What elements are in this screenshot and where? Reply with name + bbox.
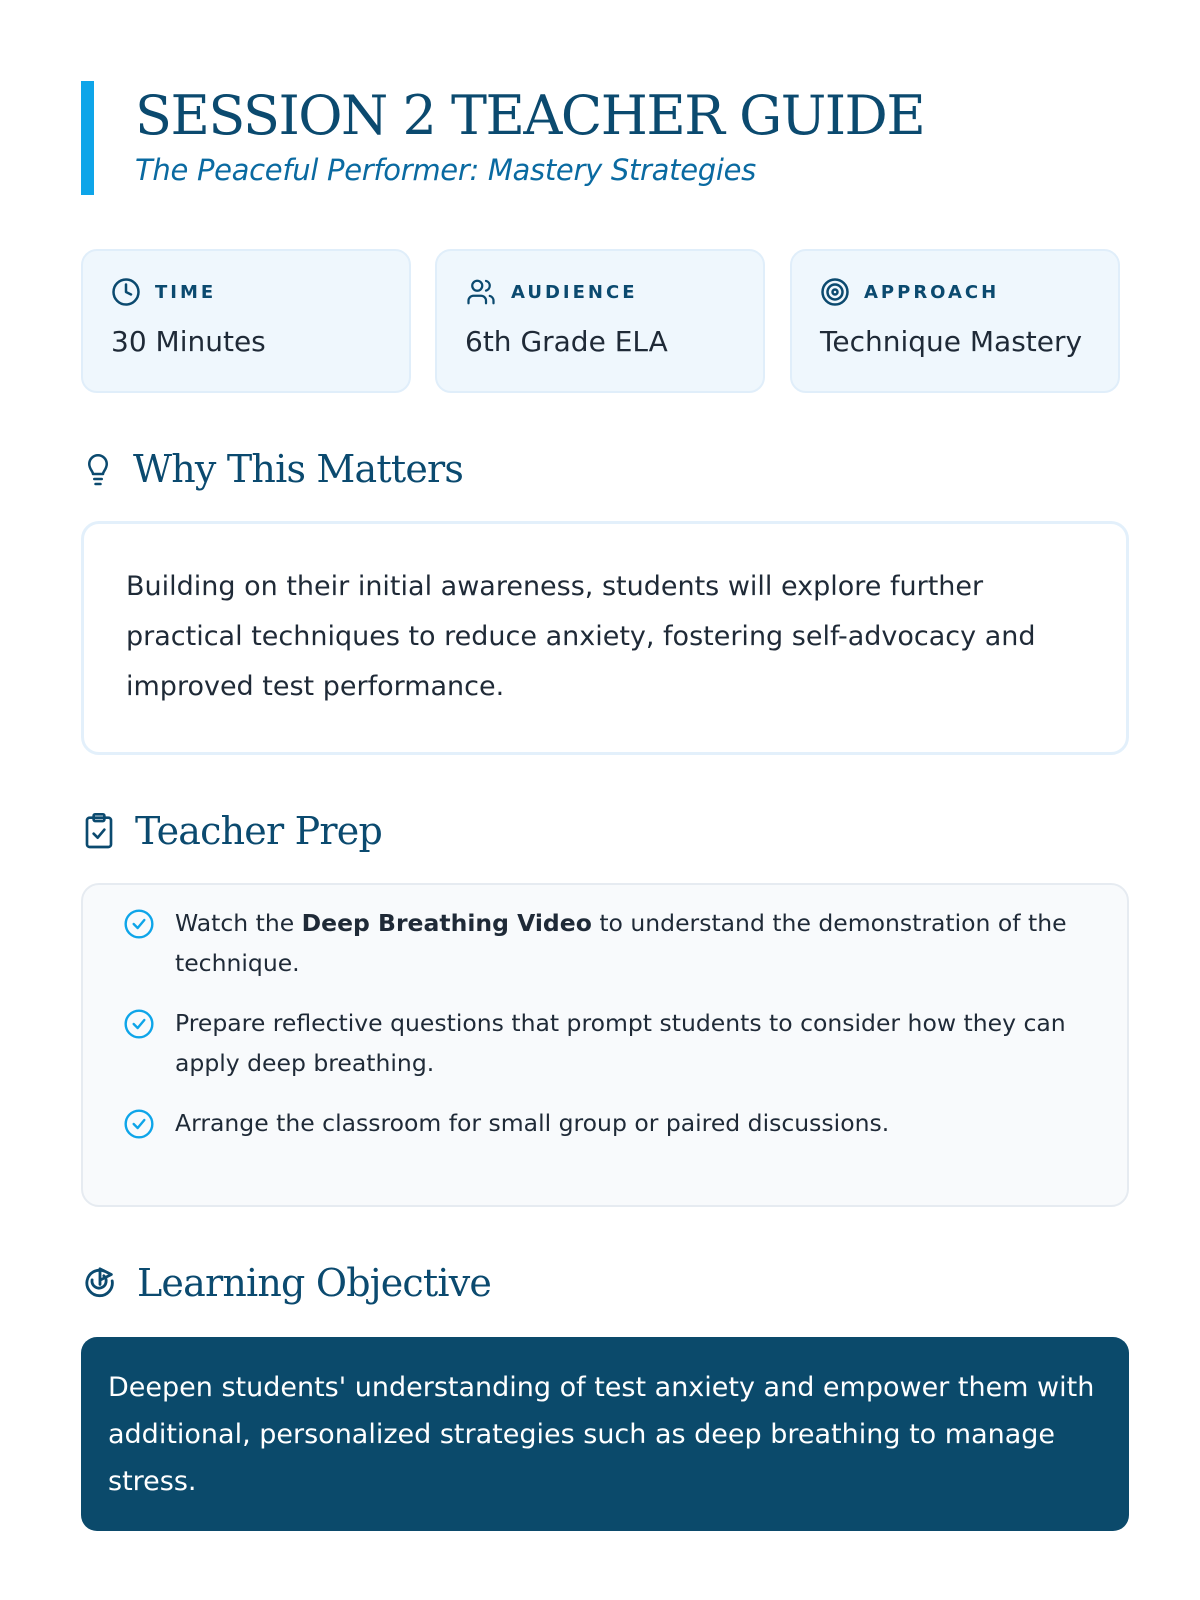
page-title: SESSION 2 TEACHER GUIDE <box>135 84 925 147</box>
info-card-value: 6th Grade ELA <box>465 325 668 358</box>
prep-item-text: Watch the Deep Breathing Video to understand the demonstration of the technique. <box>175 909 1067 977</box>
prep-item-text: Prepare reflective questions that prompt students to consider how they can apply deep breathing. <box>175 1009 1066 1077</box>
objective-body-text: Deepen students' understanding of test anxiety and empower them with additional, personalized strategies such as deep breathing to manage stress. <box>108 1372 1095 1497</box>
check-circle-icon <box>123 1108 155 1144</box>
info-card-value: Technique Mastery <box>820 325 1083 358</box>
teacher-prep-box <box>81 883 1129 1207</box>
learning-objective-box <box>81 1337 1129 1531</box>
lightbulb-icon <box>83 449 113 489</box>
section-title: Why This Matters <box>133 447 464 491</box>
clock-icon <box>111 277 141 307</box>
why-this-matters-box <box>81 521 1129 755</box>
why-section-heading <box>83 447 463 491</box>
prep-item-text: Arrange the classroom for small group or paired discussions. <box>175 1109 890 1137</box>
page-header <box>81 81 924 195</box>
section-title: Learning Objective <box>137 1261 492 1305</box>
prep-list-item <box>123 1103 1097 1144</box>
prep-list-item <box>123 1003 1097 1083</box>
page-subtitle: The Peaceful Performer: Mastery Strategies <box>135 153 756 187</box>
prep-section-heading <box>83 809 382 853</box>
goal-icon <box>83 1266 117 1300</box>
video-title: Deep Breathing Video <box>301 909 592 937</box>
target-icon <box>820 277 850 307</box>
info-card-label: AUDIENCE <box>511 281 638 303</box>
info-card-value: 30 Minutes <box>111 325 266 358</box>
info-card-audience <box>435 249 765 393</box>
check-circle-icon <box>123 1008 155 1044</box>
objective-section-heading <box>83 1261 491 1305</box>
info-card-label: TIME <box>155 281 217 303</box>
check-circle-icon <box>123 908 155 944</box>
clipboard-check-icon <box>83 812 115 850</box>
info-card-approach <box>790 249 1120 393</box>
section-title: Teacher Prep <box>135 809 382 853</box>
why-body-text: Building on their initial awareness, students will explore further practical techniques to reduce anxiety, fostering self-advocacy and improved test performance. <box>126 571 1036 702</box>
info-card-time <box>81 249 411 393</box>
info-card-label: APPROACH <box>864 281 1000 303</box>
prep-list-item <box>123 903 1097 983</box>
users-icon <box>465 277 497 307</box>
